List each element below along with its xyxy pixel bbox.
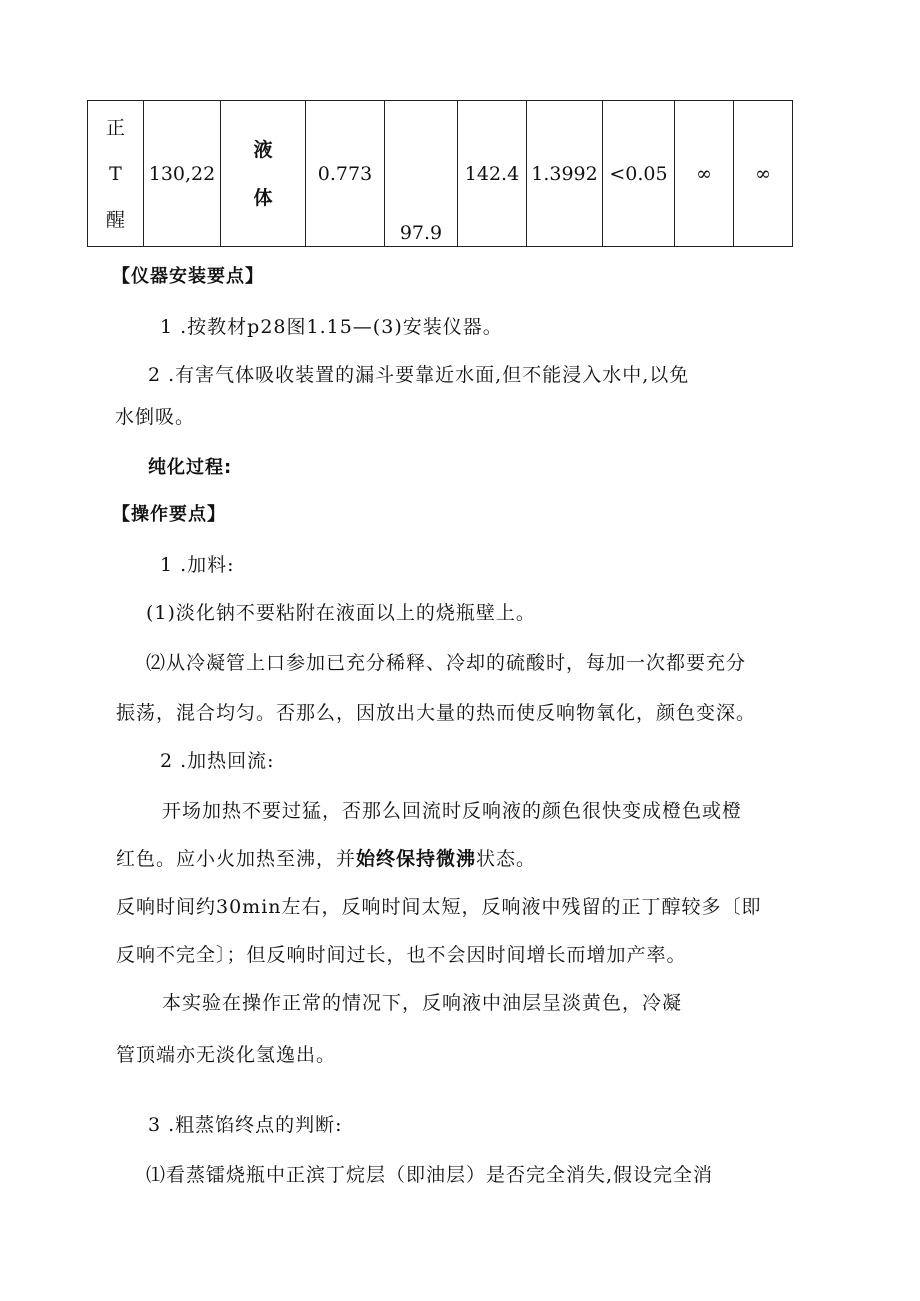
- step1-item-b-line1: ⑵从冷凝管上口参加已充分稀释、冷却的硫酸时，每加一次都要充分: [146, 652, 747, 674]
- col9-cell: [675, 101, 734, 247]
- mol-weight-cell: [144, 101, 221, 247]
- boiling-cell: [458, 101, 527, 247]
- section-heading-instrument: 【仪器安装要点】: [112, 266, 264, 287]
- step2-title: 2 .加热回流:: [160, 750, 275, 772]
- infinity-value: ∞: [696, 162, 712, 185]
- step1-title: 1 .加料:: [160, 554, 235, 576]
- density: 0.773: [317, 162, 373, 185]
- instrument-item-2-line1: 2 .有害气体吸收装置的漏斗要靠近水面,但不能浸入水中,以免: [148, 364, 690, 386]
- refractive-cell: [527, 101, 603, 247]
- col10-cell: [734, 101, 793, 247]
- step2-p1-line1: 开场加热不要过猛，否那么回流时反响液的颜色很快变成橙色或橙: [162, 800, 743, 822]
- state-char: 体: [253, 186, 273, 209]
- step2-p1-text-c: 状态。: [476, 848, 537, 870]
- boiling-point: 142.4: [464, 162, 520, 185]
- step3-item-a: ⑴看蒸镭烧瓶中正滨丁烷层（即油层）是否完全消失,假设完全消: [146, 1164, 714, 1186]
- step2-p2-line2: 反响不完全〕；但反响时间过长，也不会因时间增长而增加产率。: [116, 944, 687, 966]
- step1-item-a: (1)淡化钠不要粘附在液面以上的烧瓶壁上。: [146, 602, 536, 624]
- solubility-cell: [603, 101, 675, 247]
- step2-p3-line2: 管顶端亦无淡化氢逸出。: [116, 1044, 337, 1066]
- melting-cell: [385, 101, 458, 247]
- step2-p3-line1: 本实验在操作正常的情况下，反响液中油层呈淡黄色，冷凝: [162, 992, 683, 1014]
- state-cell: [221, 101, 306, 247]
- step2-p2-line1: 反响时间约30min左右，反响时间太短，反响液中残留的正丁醇较多〔即: [116, 896, 762, 918]
- instrument-item-1: 1 .按教材p28图1.15—(3)安装仪器。: [160, 316, 503, 338]
- table-row: [88, 101, 793, 247]
- name-char: 正: [105, 116, 125, 139]
- step1-item-b-line2: 振荡，混合均匀。否那么，因放出大量的热而使反响物氧化，颜色变深。: [116, 702, 757, 724]
- mol-weight: 130,22: [148, 162, 216, 185]
- instrument-item-2-line2: 水倒吸。: [115, 406, 196, 428]
- solubility: <0.05: [609, 162, 668, 185]
- infinity-value: ∞: [755, 162, 771, 185]
- melting-point: 97.9: [399, 222, 443, 244]
- name-cell: [88, 101, 144, 247]
- purification-heading: 纯化过程:: [148, 457, 233, 478]
- density-cell: [306, 101, 385, 247]
- step2-p1-text-a: 红色。应小火加热至沸，并: [116, 848, 357, 870]
- name-char: T: [109, 162, 122, 185]
- step2-p1-emphasis: 始终保持微沸: [356, 848, 477, 870]
- section-heading-operation: 【操作要点】: [112, 504, 226, 525]
- name-char: 醒: [105, 208, 125, 231]
- properties-table: [87, 100, 793, 247]
- refractive-index: 1.3992: [531, 162, 598, 185]
- state-char: 液: [253, 138, 273, 161]
- step3-title: 3 .粗蒸馅终点的判断:: [148, 1114, 343, 1136]
- step2-p1-line2: [116, 844, 536, 871]
